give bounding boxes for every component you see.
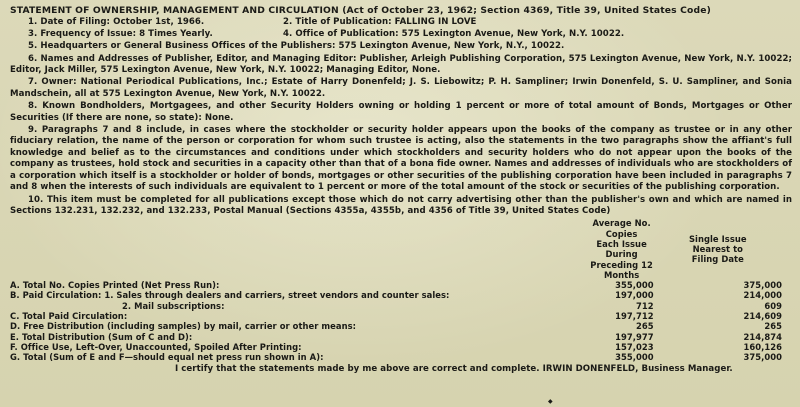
table-row: C. Total Paid Circulation: 197,712 214,609 (10, 310, 782, 321)
item-frequency: 3. Frequency of Issue: 8 Times Yearly. (28, 28, 213, 39)
circulation-table (10, 218, 782, 362)
item-paragraphs-note: 9. Paragraphs 7 and 8 include, in cases where the stockholder or security holder appears upon the books of the company as trustee or in any other fiduciary relation, the name of the person or corporation for whom such trustee is acting, also the statements in the two paragraphs show the affiant's full knowledge and belief as to the circumstances and conditions under which stockholders and security holders who do not appear upon the books of the company as trustees, hold stock and securities in a capacity other than that of a bona fide owner. Names and addresses of individuals who are stockholders of a corporation which itself is a stockholder or holder of bonds, mortgages or other securities of the publishing corporation have been included in paragraphs 7 and 8 when the interests of such individuals are equivalent to 1 percent or more of the total amount of the stock or securities of the publishing corporation. (10, 125, 792, 193)
table-row: F. Office Use, Left-Over, Unaccounted, Spoiled After Printing: 157,023 160,126 (10, 341, 782, 352)
table-row: E. Total Distribution (Sum of C and D): 197,977 214,874 (10, 331, 782, 342)
item-date-of-filing: 1. Date of Filing: October 1st, 1966. (28, 17, 205, 28)
item-bondholders: 8. Known Bondholders, Mortgagees, and other Security Holders owning or holding 1 percent or more of total amount of Bonds, Mortgages or Other Securities (If there are none, so state): None. (10, 101, 792, 123)
item-office-of-publication: 4. Office of Publication: 575 Lexington Avenue, New York, N.Y. 10022. (283, 28, 625, 39)
items-1-2 (10, 17, 792, 28)
print-mark: ◆ (548, 398, 553, 405)
item-headquarters: 5. Headquarters or General Business Offices of the Publishers: 575 Lexington Avenue, New York, N.Y., 10022. (28, 41, 565, 52)
statement-title: STATEMENT OF OWNERSHIP, MANAGEMENT AND CIRCULATION (Act of October 23, 1962; Section 4369, Title 39, United States Code) (10, 5, 711, 16)
table-row: G. Total (Sum of E and F—should equal net press run shown in A): 355,000 375,000 (10, 352, 782, 363)
single-issue-header: Single Issue Nearest to Filing Date (688, 233, 747, 265)
table-row: D. Free Distribution (including samples) by mail, carrier or other means: 265 265 (10, 321, 782, 332)
table-row: 2. Mail subscriptions: 712 609 (122, 300, 782, 311)
certification-line: I certify that the statements made by me above are correct and complete. IRWIN DONENFELD, Business Manager. (175, 364, 733, 375)
item-owner: 7. Owner: National Periodical Publications, Inc.; Estate of Harry Donenfeld; J. S. Liebowitz; P. H. Sampliner; Irwin Donenfeld, S. U. Sampliner, and Sonia Mandschein, all at 575 Lexington Avenue, New York, N.Y. 10022. (10, 77, 792, 99)
circulation-header-row (10, 218, 782, 280)
item-names-addresses: 6. Names and Addresses of Publisher, Editor, and Managing Editor: Publisher, Arleigh Publishing Corporation, 575 Lexington Avenue, New York, N.Y. 10022; Editor, Jack Miller, 575 Lexington Avenue, New York, N.Y. 10022; Managing Editor, None. (10, 53, 792, 76)
items-3-4 (10, 29, 792, 40)
table-row: A. Total No. Copies Printed (Net Press Run): 355,000 375,000 (10, 280, 782, 291)
statement-body (10, 5, 792, 376)
table-row: B. Paid Circulation: 1. Sales through dealers and carriers, street vendors and counter sales: 197,000 214,000 (10, 290, 782, 301)
avg-copies-header: Average No. Copies Each Issue During Preceding 12 Months (590, 218, 653, 280)
item-circulation-note: 10. This item must be completed for all publications except those which do not carry advertising other than the publisher's own and which are named in Sections 132.231, 132.232, and 132.233, Postal Manual (Sections 4355a, 4355b, and 4356 of Title 39, United States Code) (10, 194, 792, 216)
item-title-of-publication: 2. Title of Publication: FALLING IN LOVE (283, 17, 477, 28)
